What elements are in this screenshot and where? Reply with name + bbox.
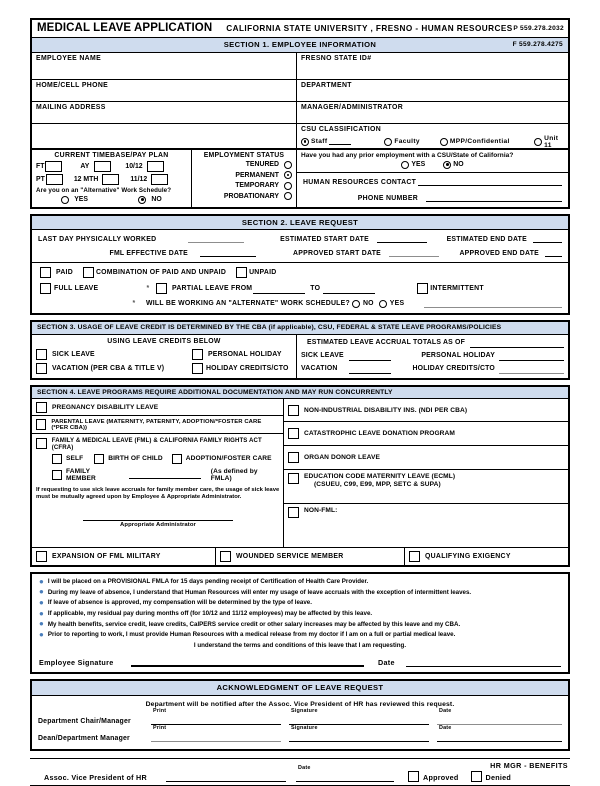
input-signature-chair[interactable] (289, 715, 429, 725)
radio-status-tenured[interactable] (196, 161, 292, 169)
acknowledgment-row-dean (38, 724, 562, 742)
label-avp: Assoc. Vice President of HR (44, 772, 147, 782)
label-accrual-vacation: VACATION (301, 365, 338, 372)
label-mailing-address: MAILING ADDRESS (36, 104, 106, 111)
term-text: During my leave of absence, I understand that Human Resources will enter my usage of leave accruals with the exception of intermittent leaves. (47, 588, 472, 596)
radio-icon-mpp (440, 138, 448, 146)
label-hr-contact: HUMAN RESOURCES CONTACT (303, 178, 417, 186)
label-11-12: 11/12 (130, 175, 148, 183)
label-10-12: 10/12 (125, 162, 143, 170)
checkbox-personal-holiday[interactable] (192, 349, 203, 360)
label-denied: Denied (485, 772, 512, 782)
label-signature-date: Date (378, 658, 395, 668)
label-fml-cfra: FAMILY & MEDICAL LEAVE (FML) & CALIFORNIA FAMILY RIGHTS ACT (CFRA) (51, 436, 262, 451)
fml-subtype-row-2 (52, 468, 280, 482)
input-employee-signature[interactable] (131, 655, 364, 667)
input-appropriate-administrator[interactable] (83, 513, 233, 521)
label-signature-dean: Signature (291, 724, 318, 731)
organization-name: CALIFORNIA STATE UNIVERSITY , FRESNO - HUMAN RESOURCES (226, 23, 513, 33)
label-as-defined-fmla: (As defined by FMLA) (210, 467, 258, 482)
military-leave-row (32, 547, 568, 565)
checkbox-pregnancy-disability[interactable] (36, 402, 47, 413)
radio-icon-staff (301, 138, 309, 146)
input-date-chair[interactable] (437, 715, 562, 725)
checkbox-expansion-fml-military[interactable] (36, 551, 47, 562)
radio-alt-no[interactable] (138, 196, 161, 204)
label-non-fml: NON-FML: (304, 506, 338, 514)
form-frame (30, 18, 570, 209)
sick-leave-accrual-note: If requesting to use sick leave accruals for family member care, the usage of sick leave must be mutually agreed upon by Employee & Appropriate Administrator. (36, 486, 280, 501)
acknowledgment-block (30, 679, 570, 751)
radio-classification-mpp[interactable] (440, 138, 534, 146)
label-accrual-holiday-credits: HOLIDAY CREDITS/CTO (412, 365, 495, 372)
label-employment-status-title: EMPLOYMENT STATUS (203, 151, 285, 159)
fax-number-header: F 559.278.4275 (512, 40, 563, 48)
label-tenured: TENURED (245, 161, 279, 168)
term-text: Prior to reporting to work, I must provide Human Resources with a medical release from my doctor if I am on a full or partial medical leave. (47, 631, 456, 639)
checkbox-vacation[interactable] (36, 363, 47, 374)
label-date-chair: Date (439, 707, 452, 714)
label-fml-effective-date: FML EFFECTIVE DATE (109, 250, 188, 257)
label-ndi: NON-INDUSTRIAL DISABILITY INS. (NDI PER CBA) (304, 406, 468, 414)
dates-row-approved (38, 247, 562, 257)
label-timebase-title: CURRENT TIMEBASE/PAY PLAN (54, 151, 169, 159)
label-pregnancy-disability: PREGNANCY DISABILITY LEAVE (52, 403, 159, 411)
checkbox-catastrophic-leave[interactable] (288, 428, 299, 439)
input-fml-effective-date[interactable] (200, 247, 256, 257)
label-print-chair: Print (153, 707, 167, 714)
radio-classification-faculty[interactable] (384, 138, 440, 146)
label-holiday-credits: HOLIDAY CREDITS/CTO (206, 364, 289, 372)
input-approved-start-date[interactable] (389, 247, 439, 257)
section2-title: SECTION 2. LEAVE REQUEST (241, 217, 359, 227)
label-unit11: Unit 11 (544, 134, 559, 149)
row-phone-department (32, 80, 568, 102)
bullet-icon: ● (39, 587, 44, 597)
field-mailing-address[interactable] (32, 102, 297, 123)
label-staff: Staff (311, 138, 328, 145)
accrual-row-1 (301, 351, 564, 361)
accrual-totals-box (297, 335, 568, 378)
input-12-mth[interactable] (102, 174, 119, 185)
label-sick-leave: SICK LEAVE (52, 350, 95, 358)
input-approved-end-date[interactable] (545, 247, 562, 257)
label-home-cell-phone: HOME/CELL PHONE (36, 82, 109, 89)
checkbox-intermittent[interactable] (417, 283, 428, 294)
option-parental-leave[interactable] (32, 416, 283, 434)
label-department-chair: Department Chair/Manager (38, 717, 131, 725)
bullet-icon: ● (39, 576, 44, 586)
label-to: TO (310, 285, 321, 292)
field-department[interactable] (297, 80, 568, 101)
input-accrual-sick-leave[interactable] (349, 351, 391, 361)
acknowledgment-title: ACKNOWLEDGMENT OF LEAVE REQUEST (216, 683, 384, 693)
section3-header (32, 322, 568, 335)
credits-row-1 (36, 349, 292, 360)
radio-status-temporary[interactable] (196, 182, 292, 190)
alternate-schedule-row (40, 299, 562, 308)
bullet-icon: ● (39, 629, 44, 639)
label-accrual-title: ESTIMATED LEAVE ACCRUAL TOTALS AS OF (307, 339, 466, 346)
input-estimated-end-date[interactable] (533, 233, 562, 243)
prior-employment-radios (301, 161, 564, 169)
checkbox-parental-leave[interactable] (36, 419, 46, 430)
label-ay: AY (80, 162, 90, 170)
section4-header (32, 387, 568, 400)
label-faculty: Faculty (394, 138, 420, 145)
input-avp-date[interactable] (296, 772, 394, 782)
input-partial-to[interactable] (323, 284, 375, 294)
field-hr-phone (303, 194, 562, 202)
label-paid: PAID (56, 269, 73, 276)
label-parental-leave: PARENTAL LEAVE (MATERNITY, PATERNITY, ADOPTION/*FOSTER CARE (*PER CBA)) (51, 418, 262, 431)
form-title-bar (32, 20, 568, 38)
radio-prior-yes[interactable] (401, 161, 425, 169)
label-signature-chair: Signature (291, 707, 318, 714)
label-permanent: PERMANENT (235, 171, 279, 179)
label-prior-employment-question: Have you had any prior employment with a CSU/State of California? (301, 151, 514, 159)
checkbox-sick-leave[interactable] (36, 349, 47, 360)
input-10-12[interactable] (147, 161, 164, 172)
label-date-dean: Date (439, 724, 452, 731)
employee-signature-row (39, 655, 561, 668)
input-family-member[interactable] (129, 470, 200, 479)
label-last-day-worked: LAST DAY PHYSICALLY WORKED (38, 236, 157, 243)
checkbox-holiday-credits[interactable] (192, 363, 203, 374)
radio-icon-permanent (284, 171, 292, 179)
label-print-dean: Print (153, 724, 167, 731)
credits-row-2 (36, 363, 292, 374)
checkbox-non-fml[interactable] (288, 507, 299, 518)
employment-status-box (192, 150, 297, 207)
option-qualifying-exigency[interactable] (405, 548, 568, 565)
label-family-member: FAMILY MEMBER (65, 467, 96, 482)
checkbox-organ-donor[interactable] (288, 452, 299, 463)
csu-classification-group (297, 124, 568, 148)
radio-icon-tenured (284, 161, 292, 169)
input-estimated-start-date[interactable] (377, 233, 427, 243)
label-pt: PT (36, 175, 45, 183)
input-date-dean[interactable] (437, 732, 562, 742)
bullet-icon: ● (39, 597, 44, 607)
checkbox-fml-cfra[interactable] (36, 438, 47, 449)
checkbox-ndi[interactable] (288, 405, 299, 416)
accrual-title-row (301, 338, 564, 348)
radio-alt-schedule-no[interactable] (352, 300, 360, 308)
label-organ-donor: ORGAN DONOR LEAVE (304, 454, 380, 461)
section1-title: SECTION 1. EMPLOYEE INFORMATION (223, 40, 377, 49)
using-leave-credits-box (32, 335, 297, 378)
label-temporary: TEMPORARY (235, 182, 279, 189)
term-text: If applicable, my residual pay during months off (for 10/12 and 11/12 employees) may be affected by this leave. (47, 610, 373, 618)
label-12-mth: 12 MTH (73, 175, 99, 183)
acknowledgment-row-chair (38, 707, 562, 725)
section2-header (32, 216, 568, 231)
input-accrual-holiday-credits[interactable] (499, 364, 564, 374)
label-birth-of-child: BIRTH OF CHILD (108, 455, 163, 462)
radio-alt-yes[interactable] (61, 196, 88, 204)
input-partial-from[interactable] (253, 284, 305, 294)
checkbox-birth-of-child[interactable] (94, 454, 104, 464)
checkbox-full-leave[interactable] (40, 283, 51, 294)
label-ecml: EDUCATION CODE MATERNITY LEAVE (ECML) (304, 473, 456, 480)
term-text: I will be placed on a PROVISIONAL FMLA for 15 days pending receipt of Certification of Health Care Provider. (47, 578, 369, 585)
label-department: DEPARTMENT (301, 82, 352, 89)
input-signature-date[interactable] (406, 656, 561, 667)
understanding-statement: I understand the terms and conditions of this leave that I am requesting. (193, 642, 407, 650)
acknowledgment-body (32, 696, 568, 749)
label-prior-no: NO (453, 161, 464, 168)
label-hr-phone: PHONE NUMBER (357, 194, 418, 202)
timebase-line-1 (36, 161, 187, 172)
label-self: SELF (66, 455, 84, 462)
radio-classification-unit11[interactable] (534, 135, 568, 149)
label-csu-classification: CSU CLASSIFICATION (301, 125, 382, 133)
label-approved: Approved (423, 772, 459, 782)
checkbox-wounded-service-member[interactable] (220, 551, 231, 562)
option-pregnancy-disability[interactable] (32, 399, 283, 416)
radio-status-probationary[interactable] (196, 192, 292, 200)
label-ecml-sub: (CSUEU, C99, E99, MPP, SETC & SUPA) (314, 481, 441, 488)
label-approved-start-date: APPROVED START DATE (293, 250, 381, 257)
label-vacation: VACATION (PER CBA & TITLE V) (52, 364, 165, 372)
input-last-day-worked[interactable] (188, 233, 244, 243)
input-signature-dean[interactable] (289, 732, 429, 742)
term-item (39, 621, 561, 629)
asterisk-alternate: * (132, 300, 136, 307)
label-full-leave: FULL LEAVE (54, 285, 99, 292)
label-accrual-personal-holiday: PERSONAL HOLIDAY (421, 352, 495, 359)
section4-left-column (32, 399, 284, 547)
acknowledgment-header (32, 681, 568, 696)
radio-icon-faculty (384, 138, 392, 146)
radio-icon-probationary (284, 192, 292, 200)
terms-and-conditions-block (30, 572, 570, 674)
avp-approval-block (30, 758, 570, 786)
label-prior-yes: YES (411, 161, 426, 168)
hr-contact-block (297, 173, 568, 207)
label-catastrophic-leave: CATASTROPHIC LEAVE DONATION PROGRAM (304, 430, 456, 437)
checkbox-ecml[interactable] (288, 473, 299, 484)
input-accrual-personal-holiday[interactable] (499, 351, 564, 361)
section4-frame (30, 385, 570, 568)
label-estimated-start-date: ESTIMATED START DATE (280, 236, 369, 243)
option-expansion-fml-military[interactable] (32, 548, 216, 565)
input-accrual-vacation[interactable] (349, 364, 391, 374)
term-item (39, 599, 561, 607)
section2-options-block (32, 263, 568, 313)
input-accrual-as-of[interactable] (470, 338, 564, 348)
radio-icon-alt-no (138, 196, 146, 204)
radio-prior-no[interactable] (443, 161, 463, 169)
field-manager-administrator[interactable] (297, 102, 568, 123)
label-ft: FT (36, 162, 45, 170)
checkbox-paid[interactable] (40, 267, 51, 278)
label-intermittent: INTERMITTENT (430, 285, 484, 292)
section2-dates-block (32, 230, 568, 263)
option-fml-cfra-group (32, 434, 283, 532)
label-wounded-service-member: WOUNDED SERVICE MEMBER (236, 553, 344, 560)
field-hr-contact (303, 178, 562, 186)
input-pt[interactable] (46, 174, 63, 185)
label-qualifying-exigency: QUALIFYING EXIGENCY (425, 553, 511, 560)
label-combination: COMBINATION OF PAID AND UNPAID (95, 269, 227, 276)
checkbox-unpaid[interactable] (236, 267, 247, 278)
label-alt-schedule-no: NO (362, 300, 374, 307)
label-using-leave-credits: USING LEAVE CREDITS BELOW (107, 337, 221, 345)
field-employee-name[interactable] (32, 53, 297, 79)
asterisk-partial: * (146, 285, 150, 292)
label-personal-holiday: PERSONAL HOLIDAY (208, 350, 282, 358)
term-item (39, 631, 561, 639)
input-11-12[interactable] (151, 174, 168, 185)
label-appropriate-administrator: Appropriate Administrator (120, 522, 196, 529)
leave-type-row (40, 283, 562, 294)
label-alt-schedule-question: Are you on an "Alternative" Work Schedule? (36, 186, 172, 194)
label-alt-schedule-yes: YES (389, 300, 405, 307)
section4-title: SECTION 4. LEAVE PROGRAMS REQUIRE ADDITIONAL DOCUMENTATION AND MAY RUN CONCURRENTLY (37, 388, 393, 396)
label-mpp: MPP/Confidential (449, 138, 510, 145)
section3-body (32, 335, 568, 378)
term-text: My health benefits, service credit, leave credits, CalPERS service credit or other salary increases may be affected by this leave and my CBA. (47, 620, 461, 628)
input-print-chair[interactable] (151, 715, 281, 725)
checkbox-combination[interactable] (83, 267, 94, 278)
input-ft[interactable] (45, 161, 62, 172)
radio-icon-prior-no (443, 161, 451, 169)
row-address-manager (32, 102, 568, 124)
paid-options-row (40, 267, 562, 278)
section4-right-column (284, 399, 568, 547)
label-accrual-sick-leave: SICK LEAVE (301, 352, 344, 359)
section4-body (32, 399, 568, 547)
alt-schedule-radios (36, 196, 187, 204)
option-ndi[interactable] (284, 399, 568, 422)
input-ay[interactable] (94, 161, 111, 172)
label-dean-manager: Dean/Department Manager (38, 734, 130, 742)
label-alt-work-schedule-question: WILL BE WORKING AN "ALTERNATE" WORK SCHEDULE? (146, 300, 350, 307)
section3-frame (30, 320, 570, 380)
label-adoption-foster: ADOPTION/FOSTER CARE (185, 455, 272, 462)
label-employee-name: EMPLOYEE NAME (36, 55, 102, 62)
term-item (39, 610, 561, 618)
checkbox-denied[interactable] (471, 771, 482, 782)
input-avp-signature[interactable] (166, 772, 286, 782)
checkbox-family-member[interactable] (52, 470, 62, 480)
option-catastrophic-leave[interactable] (284, 422, 568, 446)
staff-blank-line[interactable] (329, 138, 351, 145)
radio-icon-prior-yes (401, 161, 409, 169)
timebase-line-2 (36, 174, 187, 185)
dates-row-estimated (38, 233, 562, 243)
radio-alt-schedule-yes[interactable] (379, 300, 387, 308)
radio-icon-alt-yes (61, 196, 69, 204)
field-fresno-state-id[interactable] (297, 53, 568, 79)
input-print-dean[interactable] (151, 732, 281, 742)
checkbox-partial-leave[interactable] (156, 283, 167, 294)
accrual-row-2 (301, 364, 564, 374)
checkbox-qualifying-exigency[interactable] (409, 551, 420, 562)
label-alt-no: NO (151, 196, 162, 203)
option-wounded-service-member[interactable] (216, 548, 405, 565)
label-probationary: PROBATIONARY (223, 192, 279, 200)
term-text: If leave of absence is approved, my compensation will be determined by the type of leave. (47, 599, 312, 607)
checkbox-adoption-foster[interactable] (172, 454, 182, 464)
label-approved-end-date: APPROVED END DATE (459, 250, 539, 257)
section3-title: SECTION 3. USAGE OF LEAVE CREDIT IS DETERMINED BY THE CBA (if applicable), CSU, FEDERAL & STATE LEAVE PROGRAMS/POLICIES (37, 324, 502, 331)
option-ecml[interactable] (284, 470, 568, 504)
section2-frame (30, 214, 570, 316)
label-alt-yes: YES (74, 196, 88, 203)
input-alt-schedule-detail[interactable] (424, 299, 562, 308)
label-employee-signature: Employee Signature (39, 658, 114, 668)
radio-classification-staff[interactable] (301, 138, 384, 146)
label-avp-date: Date (298, 764, 311, 771)
radio-icon-unit11 (534, 138, 542, 146)
option-organ-donor[interactable] (284, 446, 568, 470)
fml-subtype-row-1 (52, 454, 280, 464)
label-manager-administrator: MANAGER/ADMINISTRATOR (301, 104, 404, 111)
input-hr-contact[interactable] (418, 178, 562, 186)
hr-mgr-benefits-label: HR MGR - BENEFITS (490, 760, 568, 770)
prior-employment-box (297, 150, 568, 207)
row-name-id (32, 53, 568, 80)
term-item (39, 578, 561, 586)
label-expansion-fml-military: EXPANSION OF FML MILITARY (52, 553, 161, 560)
field-home-cell-phone[interactable] (32, 80, 297, 101)
option-non-fml[interactable] (284, 504, 568, 548)
avp-bottom-rule (30, 785, 570, 786)
checkbox-approved[interactable] (408, 771, 419, 782)
appropriate-administrator-signature (36, 513, 280, 528)
checkbox-self[interactable] (52, 454, 62, 464)
label-partial-leave-from: PARTIAL LEAVE FROM (172, 285, 253, 292)
bullet-icon: ● (39, 608, 44, 618)
term-item (39, 589, 561, 597)
bullet-icon: ● (39, 619, 44, 629)
page-title: MEDICAL LEAVE APPLICATION (37, 22, 213, 34)
label-fresno-state-id: FRESNO STATE ID# (301, 55, 372, 62)
label-unpaid: UNPAID (249, 269, 277, 276)
section1-header (32, 38, 568, 53)
label-estimated-end-date: ESTIMATED END DATE (446, 236, 527, 243)
input-hr-phone[interactable] (426, 194, 562, 202)
acknowledgment-note: Department will be notified after the Assoc. Vice President of HR has reviewed this request. (145, 700, 455, 708)
timebase-pay-plan-box (32, 150, 192, 207)
prior-employment-question-row (297, 150, 568, 173)
radio-status-permanent[interactable] (196, 171, 292, 179)
row-timebase-status-prior (32, 149, 568, 207)
field-mailing-address-line2[interactable] (32, 124, 297, 148)
row-address2-classification (32, 124, 568, 149)
radio-icon-temporary (284, 182, 292, 190)
phone-number-header: P 559.278.2032 (513, 24, 564, 32)
section1-body (32, 53, 568, 207)
